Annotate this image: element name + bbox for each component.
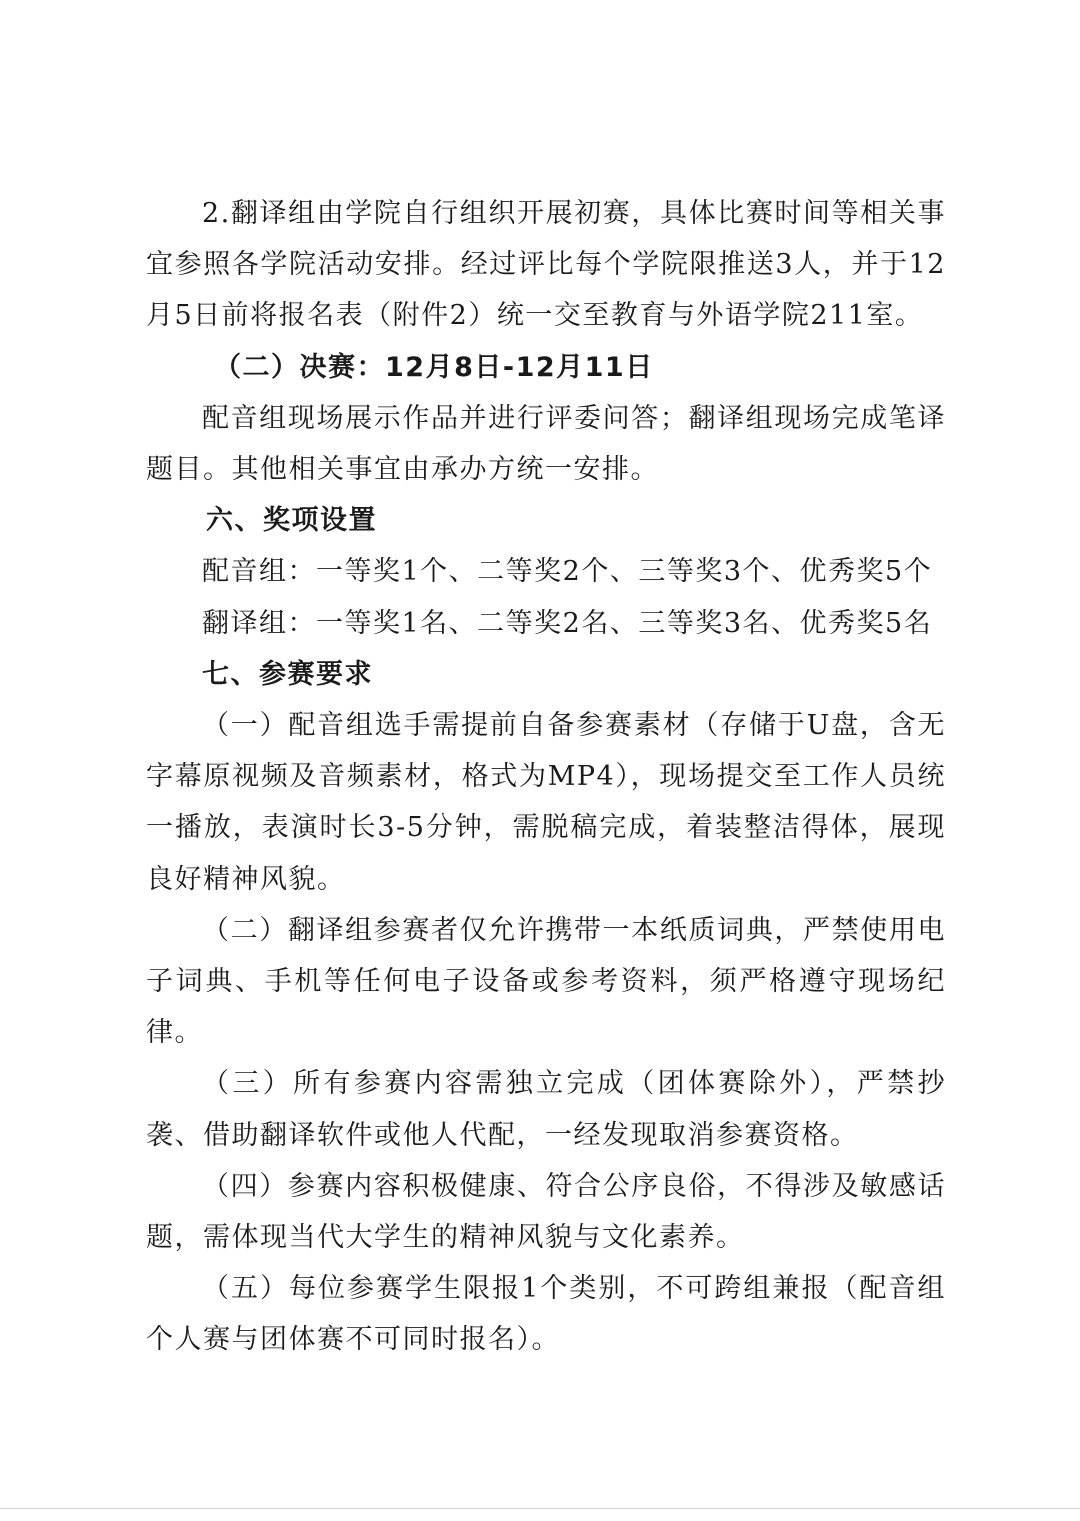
paragraph-requirement-4: （四）参赛内容积极健康、符合公序良俗，不得涉及敏感话题，需体现当代大学生的精神风貌与文化素养。 <box>146 1170 946 1254</box>
paragraph-translation-awards: 翻译组：一等奖1名、二等奖2名、三等奖3名、优秀奖5名 <box>202 607 933 639</box>
paragraph-requirement-3: （三）所有参赛内容需独立完成（团体赛除外），严禁抄袭、借助翻译软件或他人代配，一经发现取消参赛资格。 <box>146 1068 946 1151</box>
document-body <box>146 188 946 1366</box>
heading-awards: 六、奖项设置 <box>206 505 377 537</box>
paragraph-requirement-1: （一）配音组选手需提前自备参赛素材（存储于U盘，含无字幕原视频及音频素材，格式为MP4），现场提交至工作人员统一播放，表演时长3-5分钟，需脱稿完成，着装整洁得体，展现良好精神风貌。 <box>146 710 946 895</box>
heading-final-round: （二）决赛：12月8日-12月11日 <box>214 351 654 383</box>
page-bottom-edge <box>0 1508 1080 1509</box>
paragraph-final-round-details: 配音组现场展示作品并进行评委问答；翻译组现场完成笔译题目。其他相关事宜由承办方统一安排。 <box>146 402 946 486</box>
paragraph-requirement-2: （二）翻译组参赛者仅允许携带一本纸质词典，严禁使用电子词典、手机等任何电子设备或参考资料，须严格遵守现场纪律。 <box>146 914 946 1049</box>
paragraph-requirement-5: （五）每位参赛学生限报1个类别，不可跨组兼报（配音组个人赛与团体赛不可同时报名）。 <box>146 1273 946 1356</box>
paragraph-translation-prelim: 2.翻译组由学院自行组织开展初赛，具体比赛时间等相关事宜参照各学院活动安排。经过评比每个学院限推送3人，并于12月5日前将报名表（附件2）统一交至教育与外语学院211室。 <box>146 198 946 332</box>
paragraph-dubbing-awards: 配音组：一等奖1个、二等奖2个、三等奖3个、优秀奖5个 <box>202 556 933 588</box>
heading-requirements: 七、参赛要求 <box>202 658 373 690</box>
